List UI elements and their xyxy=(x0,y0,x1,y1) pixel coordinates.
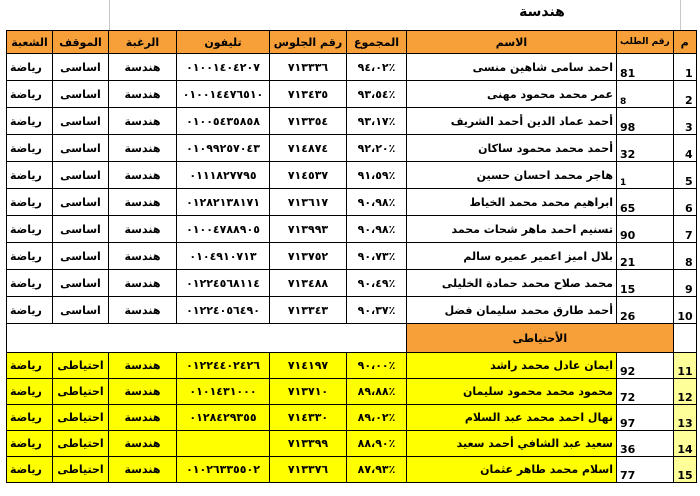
name-cell[interactable]: ايمان عادل محمد راشد xyxy=(407,353,617,379)
position-cell[interactable]: احتياطى xyxy=(53,379,109,405)
name-cell[interactable]: أحمد طارق محمد سليمان فضل xyxy=(407,297,617,324)
branch-cell[interactable]: رياضة xyxy=(7,162,53,189)
desire-cell[interactable]: هندسة xyxy=(109,270,177,297)
request-number-cell[interactable]: 98 xyxy=(617,108,674,135)
student-row xyxy=(7,270,697,297)
branch-cell[interactable]: رياضة xyxy=(7,270,53,297)
header-request[interactable]: رقم الطلب xyxy=(617,31,674,54)
header-position[interactable]: الموقف xyxy=(53,31,109,54)
seat-number-cell[interactable]: ٧١٣٤٣٥ xyxy=(270,81,347,108)
row-index-cell[interactable]: 13 xyxy=(673,405,696,431)
desire-cell[interactable]: هندسة xyxy=(109,379,177,405)
request-number-cell[interactable]: 72 xyxy=(617,379,674,405)
row-index-cell[interactable]: 10 xyxy=(673,297,696,324)
seat-number-cell[interactable]: ٧١٤٨٧٤ xyxy=(270,135,347,162)
student-row xyxy=(7,189,697,216)
student-row xyxy=(7,297,697,324)
branch-cell[interactable]: رياضة xyxy=(7,135,53,162)
branch-cell[interactable]: رياضة xyxy=(7,379,53,405)
total-cell[interactable]: ٩٣،٥٤٪ xyxy=(347,81,407,108)
total-cell[interactable]: ٩٤،٠٢٪ xyxy=(347,54,407,81)
seat-number-cell[interactable]: ٧١٣٩٩٣ xyxy=(270,216,347,243)
phone-cell[interactable]: ٠١٠٠٥٤٣٥٨٥٨ xyxy=(177,108,270,135)
row-index-cell[interactable]: 7 xyxy=(673,216,696,243)
seat-number-cell[interactable]: ٧١٣٧١٠ xyxy=(270,379,347,405)
request-number-cell[interactable]: 15 xyxy=(617,270,674,297)
request-number-cell[interactable]: 97 xyxy=(617,405,674,431)
student-row xyxy=(7,81,697,108)
phone-cell[interactable]: ٠١٠٤٩١٠٧١٣ xyxy=(177,243,270,270)
reserve-row xyxy=(7,379,697,405)
request-number-cell[interactable]: 77 xyxy=(617,457,674,483)
name-cell[interactable]: هاجر محمد احسان حسين xyxy=(407,162,617,189)
students-table xyxy=(6,30,697,483)
total-cell[interactable]: ٩٠،٩٨٪ xyxy=(347,189,407,216)
branch-cell[interactable]: رياضة xyxy=(7,81,53,108)
total-cell[interactable]: ٨٨،٩٠٪ xyxy=(347,431,407,457)
desire-cell[interactable]: هندسة xyxy=(109,54,177,81)
empty-cell[interactable] xyxy=(7,324,407,353)
header-index[interactable]: م xyxy=(673,31,696,54)
row-index-cell[interactable]: 2 xyxy=(673,81,696,108)
desire-cell[interactable]: هندسة xyxy=(109,457,177,483)
total-cell[interactable]: ٨٩،٨٨٪ xyxy=(347,379,407,405)
seat-number-cell[interactable]: ٧١٣٣٤٣ xyxy=(270,297,347,324)
total-cell[interactable]: ٩١،٥٩٪ xyxy=(347,162,407,189)
reserve-section-title[interactable]: الأحتياطى xyxy=(407,324,674,353)
row-index-cell[interactable]: 6 xyxy=(673,189,696,216)
phone-cell[interactable] xyxy=(177,431,270,457)
position-cell[interactable]: احتياطى xyxy=(53,457,109,483)
total-cell[interactable]: ٩٠،٤٩٪ xyxy=(347,270,407,297)
desire-cell[interactable]: هندسة xyxy=(109,189,177,216)
header-name[interactable]: الاسم xyxy=(407,31,617,54)
row-index-cell[interactable]: 3 xyxy=(673,108,696,135)
reserve-row xyxy=(7,431,697,457)
header-row xyxy=(7,31,697,54)
seat-number-cell[interactable]: ٧١٤٥٣٧ xyxy=(270,162,347,189)
desire-cell[interactable]: هندسة xyxy=(109,431,177,457)
branch-cell[interactable]: رياضة xyxy=(7,457,53,483)
total-cell[interactable]: ٨٧،٩٣٪ xyxy=(347,457,407,483)
branch-cell[interactable]: رياضة xyxy=(7,405,53,431)
empty-cell[interactable] xyxy=(673,324,696,353)
branch-cell[interactable]: رياضة xyxy=(7,108,53,135)
phone-cell[interactable]: ٠١٢٨٤٢٩٣٥٥ xyxy=(177,405,270,431)
branch-cell[interactable]: رياضة xyxy=(7,54,53,81)
desire-cell[interactable]: هندسة xyxy=(109,297,177,324)
request-number-cell[interactable]: 65 xyxy=(617,189,674,216)
name-cell[interactable]: تسنيم احمد ماهر شحات محمد xyxy=(407,216,617,243)
total-cell[interactable]: ٩٢،٢٠٪ xyxy=(347,135,407,162)
row-index-cell[interactable]: 11 xyxy=(673,353,696,379)
gridline xyxy=(109,0,110,30)
reserve-row xyxy=(7,457,697,483)
seat-number-cell[interactable]: ٧١٤٣٣٠ xyxy=(270,405,347,431)
name-cell[interactable]: عمر محمد محمود مهنى xyxy=(407,81,617,108)
phone-cell[interactable]: ٠١٢٢٤٤٠٢٤٢٦ xyxy=(177,353,270,379)
student-row xyxy=(7,243,697,270)
reserve-section-row xyxy=(7,324,697,353)
desire-cell[interactable]: هندسة xyxy=(109,353,177,379)
row-index-cell[interactable]: 15 xyxy=(673,457,696,483)
seat-number-cell[interactable]: ٧١٣٦١٧ xyxy=(270,189,347,216)
student-row xyxy=(7,108,697,135)
student-row xyxy=(7,54,697,81)
request-number-cell[interactable]: 8 xyxy=(617,81,674,108)
seat-number-cell[interactable]: ٧١٣٣٣٦ xyxy=(270,54,347,81)
name-cell[interactable]: بلال اميز اعمير عميره سالم xyxy=(407,243,617,270)
branch-cell[interactable]: رياضة xyxy=(7,297,53,324)
total-cell[interactable]: ٩٠،٧٣٪ xyxy=(347,243,407,270)
name-cell[interactable]: اسلام محمد طاهر عثمان xyxy=(407,457,617,483)
position-cell[interactable]: اساسى xyxy=(53,216,109,243)
position-cell[interactable]: اساسى xyxy=(53,54,109,81)
name-cell[interactable]: احمد سامى شاهين منسى xyxy=(407,54,617,81)
phone-cell[interactable]: ٠١٠١٤٣١٠٠٠ xyxy=(177,379,270,405)
request-number-cell[interactable]: 90 xyxy=(617,216,674,243)
phone-cell[interactable]: ٠١٠٠٤٧٨٨٩٠٥ xyxy=(177,216,270,243)
row-index-cell[interactable]: 8 xyxy=(673,243,696,270)
sheet-title: هندسة xyxy=(519,4,565,20)
position-cell[interactable]: احتياطى xyxy=(53,431,109,457)
name-cell[interactable]: محمد صلاح محمد حمادة الخليلى xyxy=(407,270,617,297)
position-cell[interactable]: اساسى xyxy=(53,81,109,108)
row-index-cell[interactable]: 5 xyxy=(673,162,696,189)
header-desire[interactable]: الرغبة xyxy=(109,31,177,54)
name-cell[interactable]: أحمد عماد الدين أحمد الشريف xyxy=(407,108,617,135)
position-cell[interactable]: اساسى xyxy=(53,243,109,270)
name-cell[interactable]: أحمد محمد محمود ساكان xyxy=(407,135,617,162)
reserve-row xyxy=(7,405,697,431)
desire-cell[interactable]: هندسة xyxy=(109,81,177,108)
branch-cell[interactable]: رياضة xyxy=(7,431,53,457)
total-cell[interactable]: ٨٩،٠٢٪ xyxy=(347,405,407,431)
total-cell[interactable]: ٩٠،٩٨٪ xyxy=(347,216,407,243)
desire-cell[interactable]: هندسة xyxy=(109,405,177,431)
seat-number-cell[interactable]: ٧١٣٣٩٩ xyxy=(270,431,347,457)
phone-cell[interactable]: ٠١٢٢٤٠٥٦٤٩٠ xyxy=(177,297,270,324)
phone-cell[interactable]: ٠١٠٩٩٢٥٧٠٤٣ xyxy=(177,135,270,162)
branch-cell[interactable]: رياضة xyxy=(7,353,53,379)
seat-number-cell[interactable]: ٧١٣٣٥٤ xyxy=(270,108,347,135)
desire-cell[interactable]: هندسة xyxy=(109,216,177,243)
position-cell[interactable]: اساسى xyxy=(53,189,109,216)
header-total[interactable]: المجموع xyxy=(347,31,407,54)
seat-number-cell[interactable]: ٧١٣٣٧٦ xyxy=(270,457,347,483)
phone-cell[interactable]: ٠١١١٨٢٧٧٩٥ xyxy=(177,162,270,189)
phone-cell[interactable]: ٠١٠٠١٤٠٤٢٠٧ xyxy=(177,54,270,81)
row-index-cell[interactable]: 12 xyxy=(673,379,696,405)
position-cell[interactable]: اساسى xyxy=(53,270,109,297)
position-cell[interactable]: اساسى xyxy=(53,108,109,135)
student-row xyxy=(7,135,697,162)
phone-cell[interactable]: ٠١٢٢٤٥٦٨١١٤ xyxy=(177,270,270,297)
seat-number-cell[interactable]: ٧١٤١٩٧ xyxy=(270,353,347,379)
name-cell[interactable]: محمود محمد محمود سليمان xyxy=(407,379,617,405)
position-cell[interactable]: احتياطى xyxy=(53,353,109,379)
desire-cell[interactable]: هندسة xyxy=(109,108,177,135)
position-cell[interactable]: احتياطى xyxy=(53,405,109,431)
header-phone[interactable]: تليفون xyxy=(177,31,270,54)
branch-cell[interactable]: رياضة xyxy=(7,216,53,243)
header-branch[interactable]: الشعبة xyxy=(7,31,53,54)
request-number-cell[interactable]: 32 xyxy=(617,135,674,162)
branch-cell[interactable]: رياضة xyxy=(7,189,53,216)
student-row xyxy=(7,162,697,189)
desire-cell[interactable]: هندسة xyxy=(109,162,177,189)
row-index-cell[interactable]: 9 xyxy=(673,270,696,297)
student-row xyxy=(7,216,697,243)
name-cell[interactable]: نهال احمد محمد عبد السلام xyxy=(407,405,617,431)
seat-number-cell[interactable]: ٧١٣٤٨٨ xyxy=(270,270,347,297)
row-index-cell[interactable]: 14 xyxy=(673,431,696,457)
desire-cell[interactable]: هندسة xyxy=(109,135,177,162)
position-cell[interactable]: اساسى xyxy=(53,162,109,189)
name-cell[interactable]: سعيد عبد الشافي أحمد سعيد xyxy=(407,431,617,457)
seat-number-cell[interactable]: ٧١٣٧٥٢ xyxy=(270,243,347,270)
position-cell[interactable]: اساسى xyxy=(53,135,109,162)
request-number-cell[interactable]: 1 xyxy=(617,162,674,189)
request-number-cell[interactable]: 92 xyxy=(617,353,674,379)
total-cell[interactable]: ٩٠،٠٠٪ xyxy=(347,353,407,379)
header-seat[interactable]: رقم الجلوس xyxy=(270,31,347,54)
phone-cell[interactable]: ٠١٠٢٦٣٣٥٥٠٢ xyxy=(177,457,270,483)
branch-cell[interactable]: رياضة xyxy=(7,243,53,270)
request-number-cell[interactable]: 81 xyxy=(617,54,674,81)
position-cell[interactable]: اساسى xyxy=(53,297,109,324)
reserve-row xyxy=(7,353,697,379)
phone-cell[interactable]: ٠١٠٠١٤٤٧٦٥١٠ xyxy=(177,81,270,108)
gridline xyxy=(680,0,681,30)
row-index-cell[interactable]: 4 xyxy=(673,135,696,162)
request-number-cell[interactable]: 36 xyxy=(617,431,674,457)
phone-cell[interactable]: ٠١٢٨٢١٣٨١٧١ xyxy=(177,189,270,216)
total-cell[interactable]: ٩٣،١٧٪ xyxy=(347,108,407,135)
request-number-cell[interactable]: 26 xyxy=(617,297,674,324)
name-cell[interactable]: ابراهيم محمد محمد الخياط xyxy=(407,189,617,216)
desire-cell[interactable]: هندسة xyxy=(109,243,177,270)
request-number-cell[interactable]: 21 xyxy=(617,243,674,270)
total-cell[interactable]: ٩٠،٣٧٪ xyxy=(347,297,407,324)
row-index-cell[interactable]: 1 xyxy=(673,54,696,81)
